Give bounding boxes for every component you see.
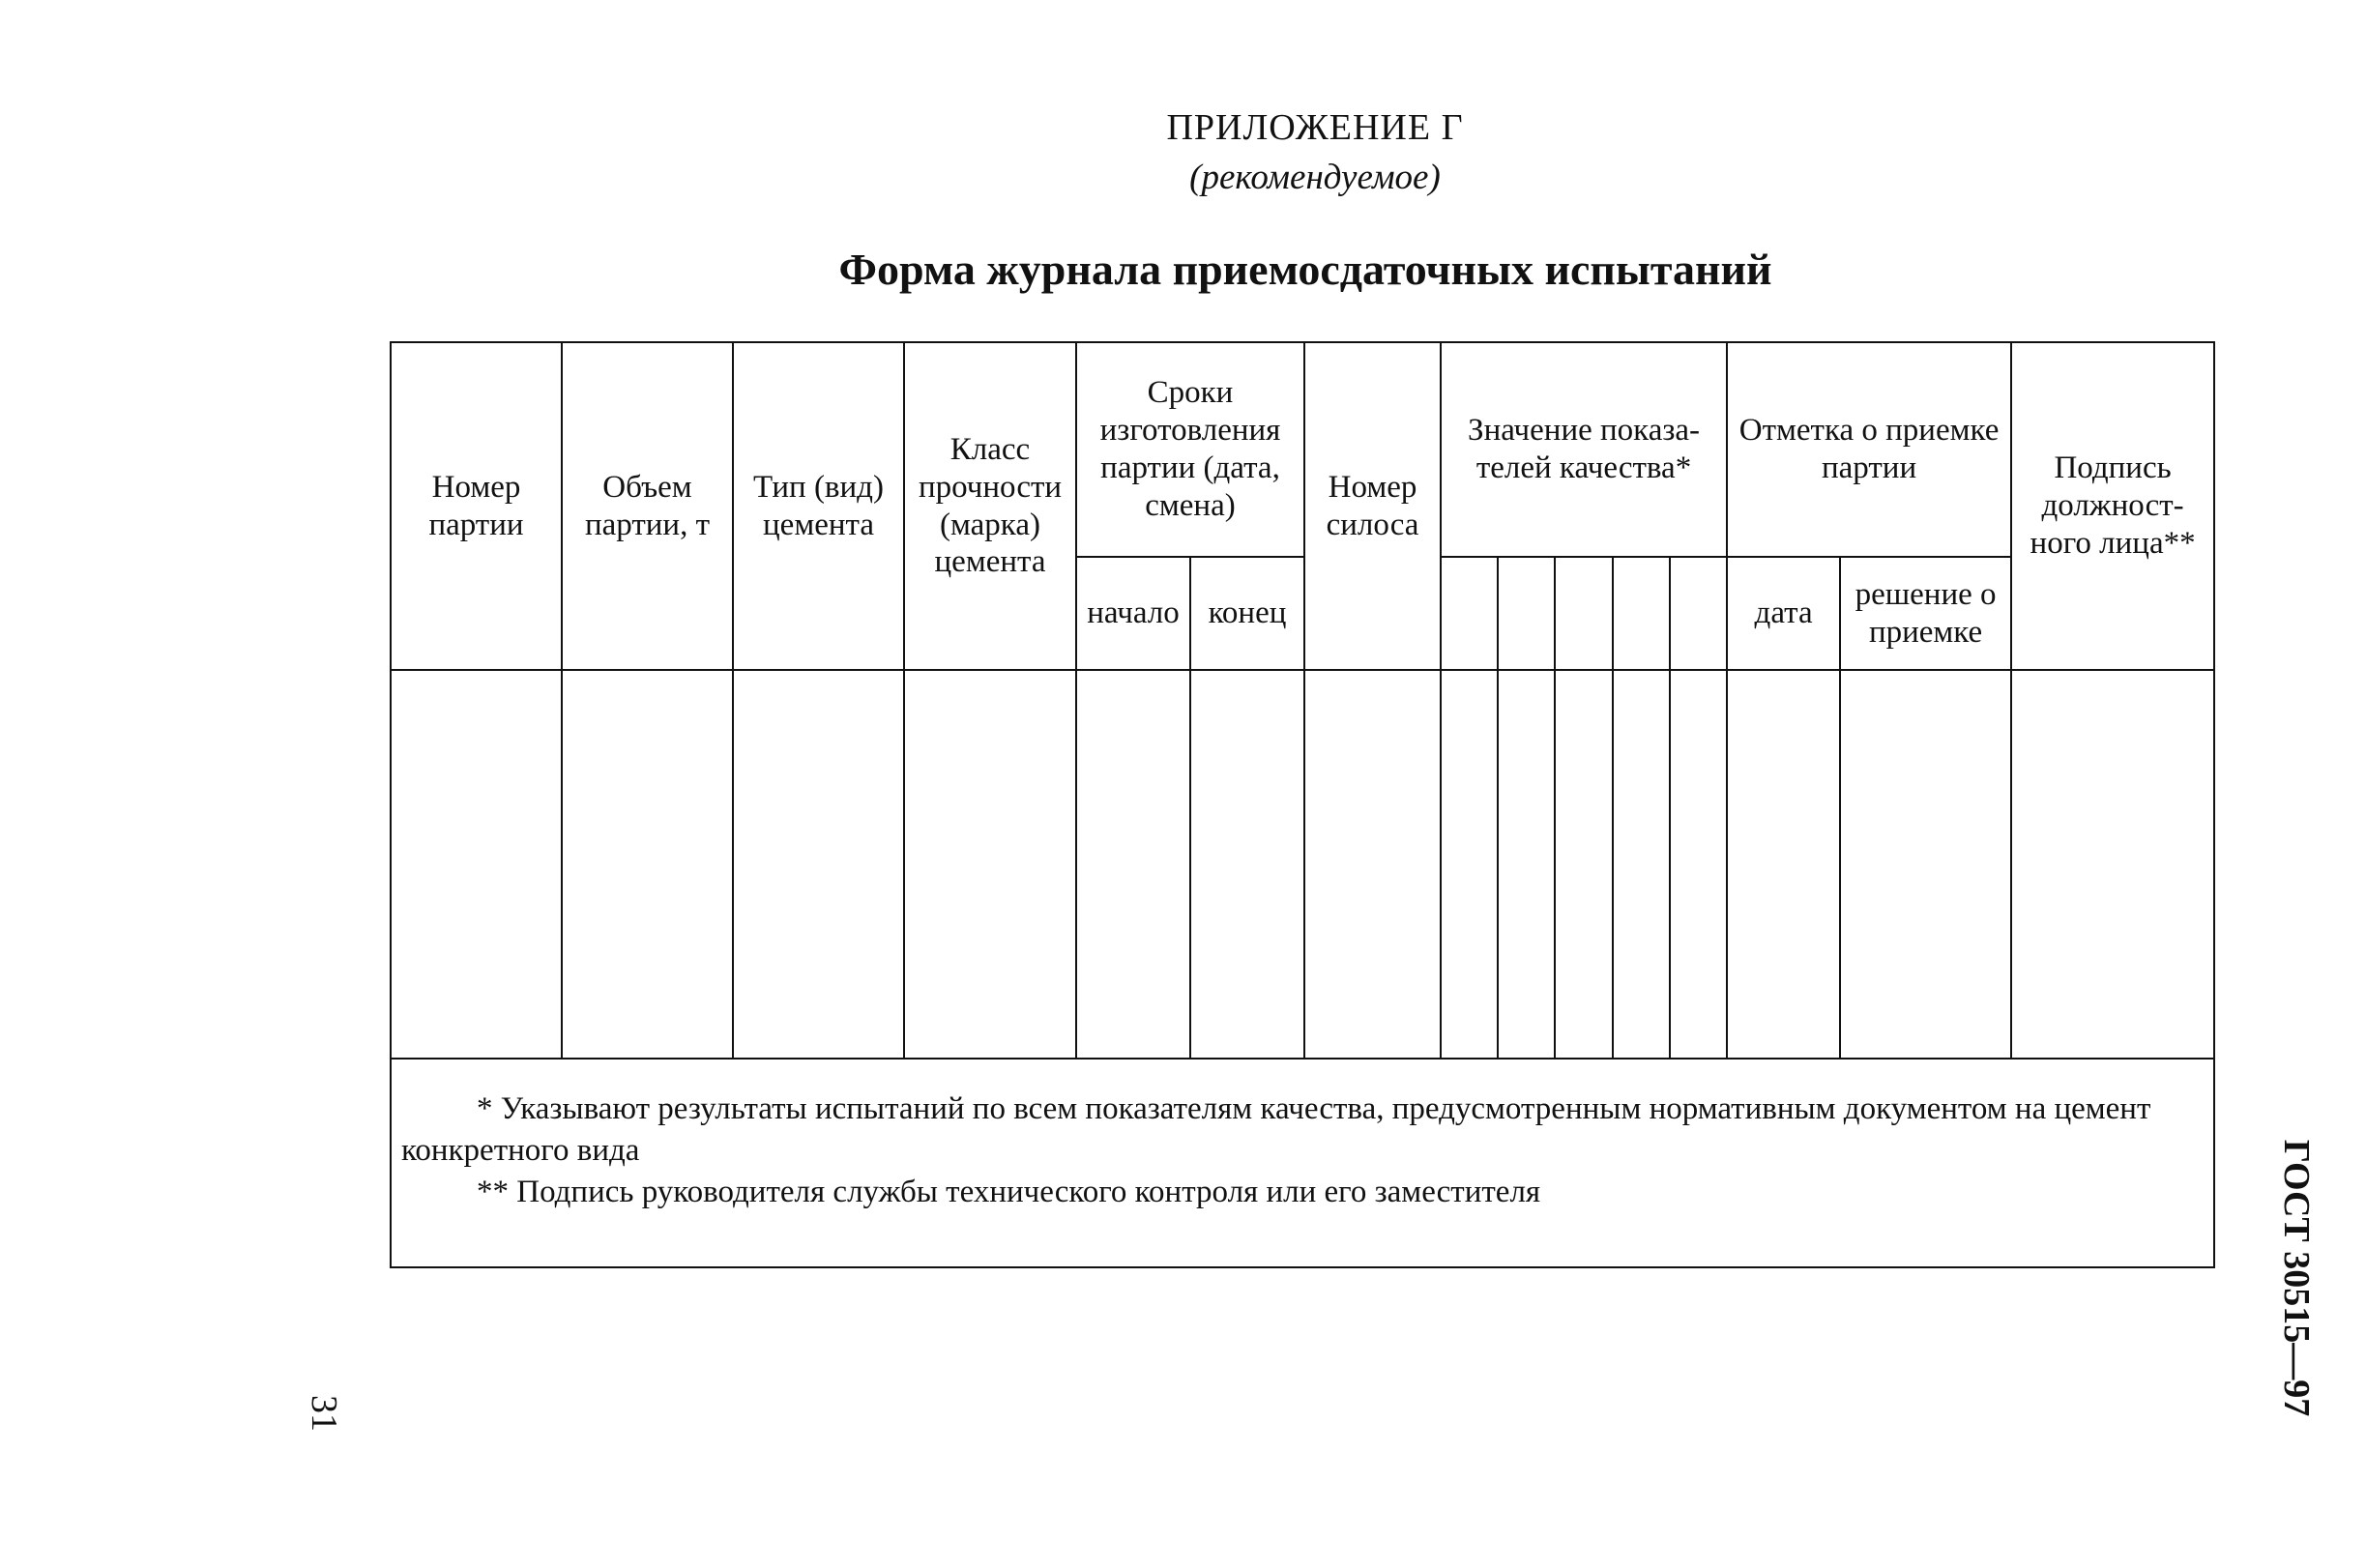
table-cell [1190,670,1304,1059]
standard-designation: ГОСТ 30515—97 [2276,1139,2317,1417]
table-cell [1498,670,1555,1059]
header-batch-volume: Объем партии, т [562,342,733,670]
table-cell [1076,670,1190,1059]
header-official-signature: Подпись должност- ного лица** [2011,342,2214,670]
table-cell [1840,670,2011,1059]
header-quality-values: Значение показа- телей качества* [1441,342,1727,557]
quality-subcolumn-4 [1613,557,1670,670]
table-cell [1441,670,1498,1059]
header-production-start: начало [1076,557,1190,670]
footnote-quality: * Указывают результаты испытаний по всем показателям качества, предусмотренным нормативным документом на цемент конкретного вида [401,1091,2151,1168]
header-acceptance-mark: Отметка о приемке партии [1727,342,2011,557]
table-cell [1613,670,1670,1059]
quality-subcolumn-3 [1555,557,1613,670]
header-batch-number: Номер партии [391,342,562,670]
table-cell [1304,670,1441,1059]
footnote-signature: ** Подпись руководителя службы технического контроля или его заместителя [477,1174,1541,1209]
page-number: 31 [304,1395,344,1432]
header-production-period: Сроки изготовления партии (дата, смена) [1076,342,1304,557]
quality-subcolumn-2 [1498,557,1555,670]
acceptance-test-journal-table [390,341,2215,1268]
footnotes [391,1059,2214,1267]
table-cell [1555,670,1613,1059]
form-title: Форма журнала приемосдаточных испытаний [838,245,1772,294]
appendix-status: (рекомендуемое) [1189,158,1441,197]
header-acceptance-date: дата [1727,557,1840,670]
table-cell [904,670,1076,1059]
header-production-end: конец [1190,557,1304,670]
header-cement-type: Тип (вид) цемента [733,342,904,670]
header-strength-class: Класс прочности (марка) цемента [904,342,1076,670]
appendix-heading: ПРИЛОЖЕНИЕ Г [1166,107,1464,148]
header-silo-number: Номер силоса [1304,342,1441,670]
table-cell [1727,670,1840,1059]
table-cell [1670,670,1727,1059]
table-cell [391,670,562,1059]
table-cell [2011,670,2214,1059]
table-cell [733,670,904,1059]
table-row [391,670,2214,1059]
quality-subcolumn-1 [1441,557,1498,670]
header-acceptance-decision: решение о приемке [1840,557,2011,670]
quality-subcolumn-5 [1670,557,1727,670]
table-cell [562,670,733,1059]
